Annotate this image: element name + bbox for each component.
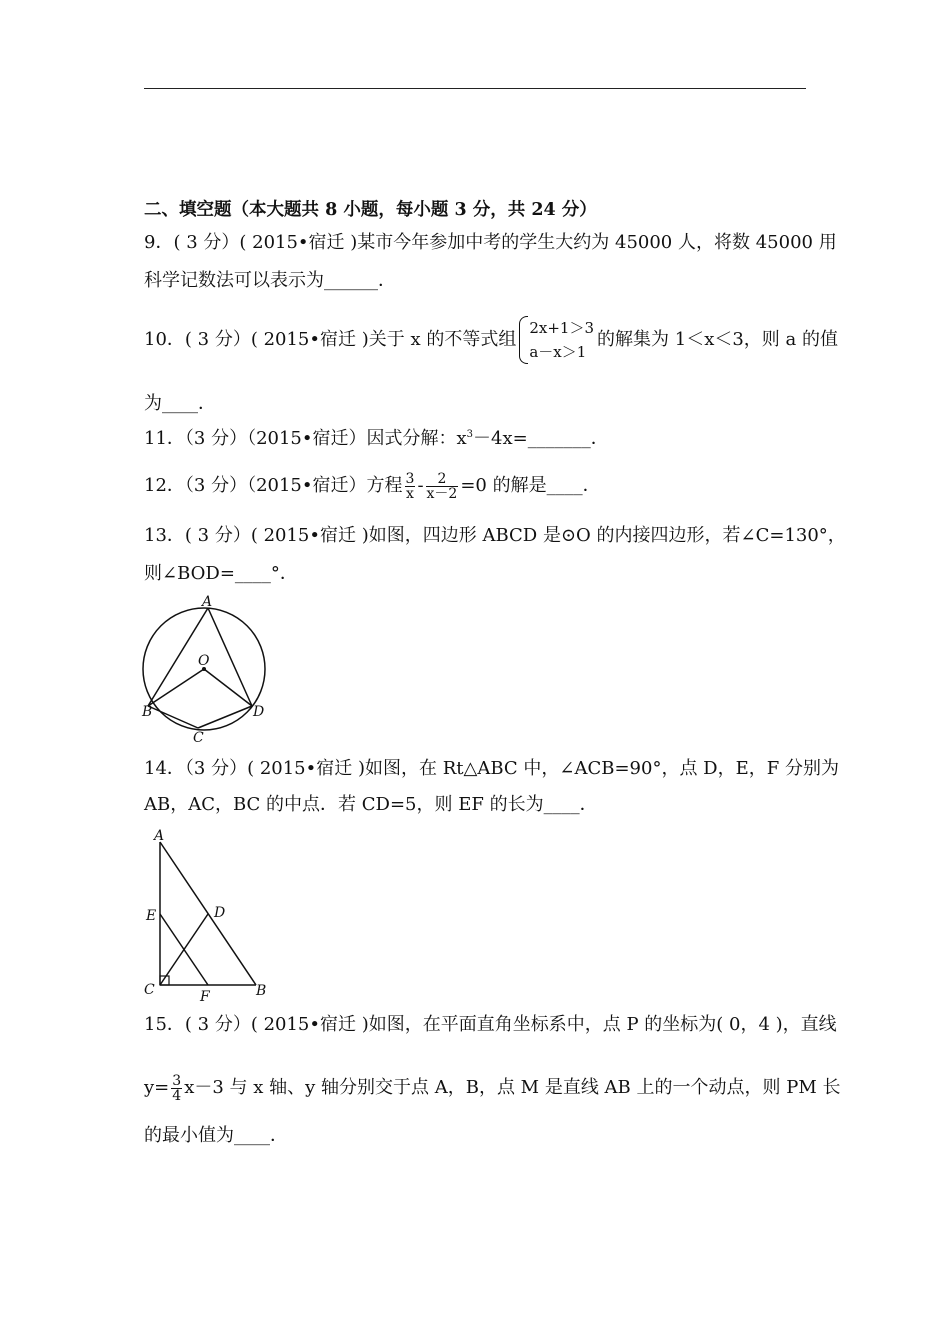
label-c: C [144, 982, 155, 998]
q10-line2: 为____． [144, 393, 216, 414]
label-d: D [253, 704, 265, 720]
label-d: D [214, 905, 226, 921]
frac1-numerator: 3 [405, 470, 415, 487]
inequality-1: 2x+1＞3 [529, 319, 595, 337]
fraction-3-over-4 [171, 1074, 182, 1103]
segment-ad [208, 608, 252, 706]
fraction-3-over-x [405, 472, 416, 501]
q12-prefix: 12．（3 分）（2015•宿迁）方程 [144, 475, 403, 496]
segment-od [204, 669, 252, 706]
q9-line2: 科学记数法可以表示为______． [144, 270, 396, 291]
q10-prefix: 10．( 3 分）( 2015•宿迁 )关于 x 的不等式组 [144, 329, 517, 350]
minus-sign: - [417, 475, 424, 496]
q11-line [144, 427, 609, 451]
brace-symbol [519, 316, 528, 364]
label-b: B [142, 704, 153, 720]
frac2-numerator: 2 [437, 470, 447, 487]
q12-suffix: =0 的解是____． [460, 475, 601, 496]
q10-suffix: 的解集为 1＜x＜3，则 a 的值 [597, 329, 838, 350]
q15-line2 [144, 1068, 840, 1108]
q13-line2: 则∠BOD=____°． [144, 563, 298, 584]
segment-bc [148, 706, 198, 728]
label-o: O [198, 653, 210, 669]
q15-line3: 的最小值为____． [144, 1125, 288, 1146]
label-c: C [193, 730, 204, 744]
q11-prefix: 11．（3 分）（2015•宿迁）因式分解：x [144, 428, 467, 449]
inequality-system [519, 316, 594, 364]
label-a: A [154, 828, 165, 844]
q15-line2-suffix: x－3 与 x 轴、y 轴分别交于点 A，B，点 M 是直线 AB 上的一个动点，则 PM 长 [184, 1077, 841, 1098]
q12-line [144, 466, 601, 506]
q14-line2: AB，AC，BC 的中点．若 CD=5，则 EF 的长为____． [144, 794, 598, 815]
q9-line1: 9．( 3 分）( 2015•宿迁 )某市今年参加中考的学生大约为 45000 人，将数 45000 用 [144, 232, 837, 253]
q10-line1 [144, 316, 838, 364]
label-f: F [200, 989, 210, 1004]
segment-cd [198, 706, 252, 728]
q11-exponent: 3 [466, 429, 474, 440]
frac1-denominator: x [406, 485, 414, 502]
segment-ob [148, 669, 204, 706]
frac-numerator: 3 [172, 1072, 182, 1089]
q13-circle-diagram [138, 592, 278, 744]
q11-suffix: －4x=_______． [473, 428, 609, 449]
header-rule [144, 88, 806, 89]
section-title: 二、填空题（本大题共 8 小题，每小题 3 分，共 24 分） [144, 200, 597, 220]
label-e: E [146, 908, 157, 924]
q15-line1: 15．( 3 分）( 2015•宿迁 )如图，在平面直角坐标系中，点 P 的坐标为( 0，4 )，直线 [144, 1014, 837, 1035]
q14-triangle-diagram [138, 824, 278, 1004]
inequality-2: a－x＞1 [529, 343, 587, 361]
frac-denominator: 4 [172, 1087, 182, 1104]
fraction-2-over-x-minus-2 [426, 472, 459, 501]
label-a: A [202, 594, 213, 610]
frac2-denominator: x－2 [426, 485, 458, 502]
q14-line1: 14．（3 分）( 2015•宿迁 )如图，在 Rt△ABC 中，∠ACB=90°，点 D，E，F 分别为 [144, 758, 839, 779]
label-b: B [256, 983, 267, 999]
q13-line1: 13．( 3 分）( 2015•宿迁 )如图，四边形 ABCD 是⊙O 的内接四边形，若∠C=130°， [144, 525, 846, 546]
q15-line2-prefix: y= [144, 1077, 170, 1098]
